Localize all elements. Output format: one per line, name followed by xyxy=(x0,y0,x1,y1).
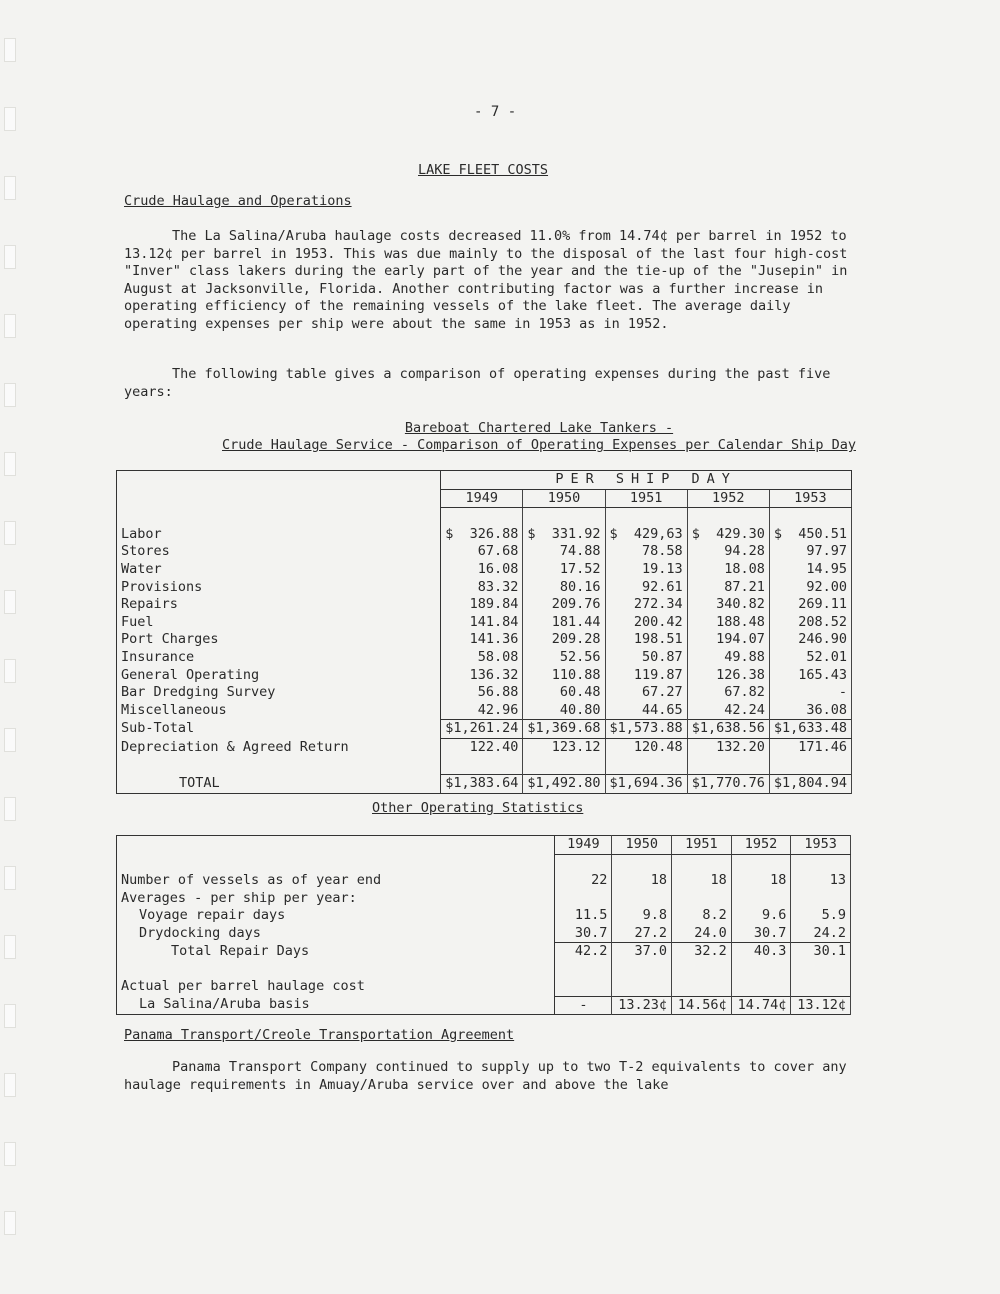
row-label: Repairs xyxy=(117,596,441,614)
row-label: Water xyxy=(117,561,441,579)
paragraph-haulage-costs: The La Salina/Aruba haulage costs decreased 11.0% from 14.74¢ per barrel in 1952 to 13.12¢ per barrel in 1953. This was due mainly to the disposal of the last four high-cost "Inver" class lakers during the early part of the year and the tie-up of the "Jusepin" in August at Jacksonville, Florida. Another contributing factor was a further increase in operating efficiency of the remaining vessels of the lake fleet. The average daily operating expenses per ship were about the same in 1953 as in 1952. xyxy=(124,228,848,332)
row-label: Bar Dredging Survey xyxy=(117,684,441,702)
voyage-repair-row: Voyage repair days 11.5 9.8 8.2 9.6 5.9 xyxy=(117,907,851,925)
other-operating-statistics-table xyxy=(116,835,851,1015)
row-label: Port Charges xyxy=(117,631,441,649)
page-heading: LAKE FLEET COSTS xyxy=(418,162,549,178)
total-row: TOTAL $1,383.64 $1,492.80 $1,694.36 $1,770.76 $1,804.94 xyxy=(117,775,852,794)
depreciation-row: Depreciation & Agreed Return 122.40 123.12 120.48 132.20 171.46 xyxy=(117,738,852,756)
year-header: 1952 xyxy=(731,836,791,855)
row-label: TOTAL xyxy=(117,775,441,794)
table1-caption-line1: Bareboat Chartered Lake Tankers - xyxy=(404,420,674,436)
row-label: La Salina/Aruba basis xyxy=(117,996,555,1015)
row-label: Actual per barrel haulage cost xyxy=(117,978,555,996)
table-row: Bar Dredging Survey 56.88 60.48 67.27 67.82 - xyxy=(117,684,852,702)
row-label: Insurance xyxy=(117,649,441,667)
row-label: Total Repair Days xyxy=(117,943,555,961)
table2-caption: Other Operating Statistics xyxy=(372,800,584,816)
drydocking-row: Drydocking days 30.7 27.2 24.0 30.7 24.2 xyxy=(117,925,851,943)
row-label: Labor xyxy=(117,526,441,544)
year-header: 1952 xyxy=(687,489,769,508)
row-label: Depreciation & Agreed Return xyxy=(117,738,441,756)
year-header: 1951 xyxy=(672,836,732,855)
row-label: Number of vessels as of year end xyxy=(117,872,555,890)
year-header: 1953 xyxy=(769,489,851,508)
page-number: - 7 - xyxy=(474,104,517,120)
year-header: 1950 xyxy=(612,836,672,855)
table-row: Fuel 141.84 181.44 200.42 188.48 208.52 xyxy=(117,614,852,632)
table-row: Insurance 58.08 52.56 50.87 49.88 52.01 xyxy=(117,649,852,667)
year-header: 1949 xyxy=(555,836,612,855)
table1-caption xyxy=(124,420,954,454)
row-label: Voyage repair days xyxy=(117,907,555,925)
binder-holes xyxy=(4,38,16,1280)
section-title-crude-haulage: Crude Haulage and Operations xyxy=(124,193,352,209)
per-ship-day-header: PER SHIP DAY xyxy=(441,471,852,490)
row-label: Miscellaneous xyxy=(117,702,441,720)
paragraph-table-intro: The following table gives a comparison of operating expenses during the past five years: xyxy=(124,366,831,400)
row-label: Averages - per ship per year: xyxy=(117,890,555,908)
row-label: Provisions xyxy=(117,579,441,597)
table-row: Water 16.08 17.52 19.13 18.08 14.95 xyxy=(117,561,852,579)
haulage-cost-row: La Salina/Aruba basis - 13.23¢ 14.56¢ 14.74¢ 13.12¢ xyxy=(117,996,851,1015)
table-row: Miscellaneous 42.96 40.80 44.65 42.24 36.08 xyxy=(117,702,852,720)
paragraph-panama-transport: Panama Transport Company continued to supply up to two T-2 equivalents to cover any haulage requirements in Amuay/Aruba service over and above the lake xyxy=(124,1059,847,1093)
cost-label-row xyxy=(117,978,851,996)
row-label: Stores xyxy=(117,543,441,561)
table2-year-row xyxy=(117,836,851,855)
table-row: Stores 67.68 74.88 78.58 94.28 97.97 xyxy=(117,543,852,561)
table-row: Labor $ 326.88 $ 331.92 $ 429,63 $ 429.30 $ 450.51 xyxy=(117,526,852,544)
row-label: Drydocking days xyxy=(117,925,555,943)
vessels-row: Number of vessels as of year end 22 18 18 18 13 xyxy=(117,872,851,890)
table-row: Port Charges 141.36 209.28 198.51 194.07 246.90 xyxy=(117,631,852,649)
year-header: 1949 xyxy=(441,489,523,508)
table-row: Repairs 189.84 209.76 272.34 340.82 269.11 xyxy=(117,596,852,614)
table-row: Provisions 83.32 80.16 92.61 87.21 92.00 xyxy=(117,579,852,597)
table-row: General Operating 136.32 110.88 119.87 126.38 165.43 xyxy=(117,667,852,685)
subtotal-row: Sub-Total $1,261.24 $1,369.68 $1,573.88 $1,638.56 $1,633.48 xyxy=(117,720,852,739)
row-label: General Operating xyxy=(117,667,441,685)
row-label: Sub-Total xyxy=(117,720,441,739)
year-header: 1951 xyxy=(605,489,687,508)
total-repair-days-row: Total Repair Days 42.2 37.0 32.2 40.3 30.1 xyxy=(117,943,851,961)
row-label: Fuel xyxy=(117,614,441,632)
year-header: 1953 xyxy=(791,836,851,855)
section-title-panama-transport: Panama Transport/Creole Transportation Agreement xyxy=(124,1027,515,1043)
table1-caption-line2: Crude Haulage Service - Comparison of Operating Expenses per Calendar Ship Day xyxy=(222,437,856,453)
operating-expenses-table xyxy=(116,470,852,794)
averages-row xyxy=(117,890,851,908)
year-header: 1950 xyxy=(523,489,605,508)
